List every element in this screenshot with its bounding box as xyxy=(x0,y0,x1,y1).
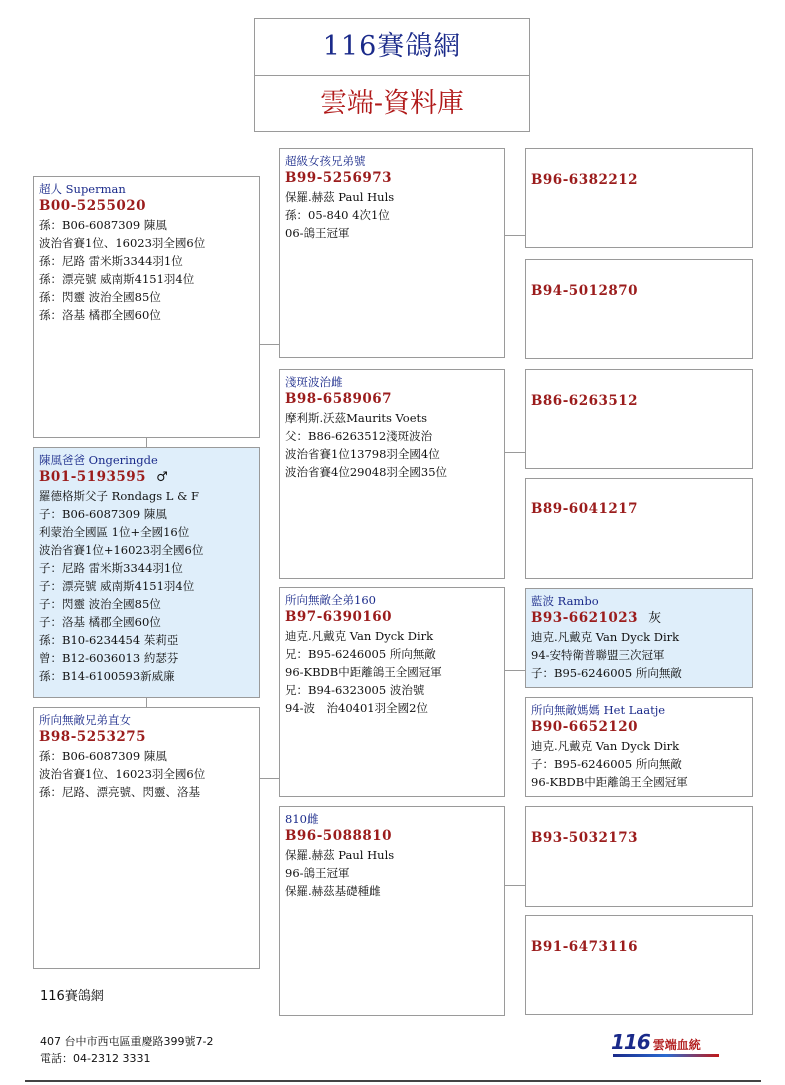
pedigree-line: 孫：尼路、漂亮號、閃靈、洛基 xyxy=(39,785,200,799)
ring-number: B00-5255020 xyxy=(39,198,147,214)
great-grandparent-card-7 xyxy=(525,806,753,907)
pedigree-line: 孫：05-840 4次1位 xyxy=(285,208,390,222)
page-divider xyxy=(25,1080,761,1082)
cloud-pedigree-logo xyxy=(611,1030,721,1056)
male-icon: ♂ xyxy=(156,470,169,485)
pedigree-line: 保羅.赫茲 Paul Huls xyxy=(285,848,395,862)
sire-card xyxy=(33,176,260,438)
ring-number: B97-6390160 xyxy=(285,609,393,625)
pedigree-line: 波治省賽4位29048羽全國35位 xyxy=(285,465,448,479)
ring-number: B01-5193595 xyxy=(39,469,147,485)
ring-number: B98-5253275 xyxy=(39,729,147,745)
great-grandparent-card-8 xyxy=(525,915,753,1015)
pedigree-line: 利蒙治全國區 1位+全國16位 xyxy=(39,525,190,539)
footer-brand: 116賽鴿網 xyxy=(40,989,104,1004)
pedigree-line: 94-安特衛普聯盟三次冠軍 xyxy=(531,648,665,662)
pedigree-line: 子：B95-6246005 所向無敵 xyxy=(531,666,682,680)
logo-underline xyxy=(613,1054,719,1057)
ring-number: B98-6589067 xyxy=(285,391,393,407)
site-title: 116賽鴿網 xyxy=(255,19,529,76)
ring-number: B96-5088810 xyxy=(285,828,393,844)
pigeon-name: 淺斑波治雌 xyxy=(285,375,343,389)
pigeon-name: 陳風爸爸 Ongeringde xyxy=(39,453,158,467)
footer-contact xyxy=(40,1033,213,1067)
pigeon-name: 所向無敵兄弟直女 xyxy=(39,713,131,727)
pedigree-line: 孫：閃靈 波治全國85位 xyxy=(39,290,161,304)
ring-number: B90-6652120 xyxy=(531,719,639,735)
pedigree-line: 兄：B94-6323005 波治號 xyxy=(285,683,425,697)
pedigree-line: 波治省賽1位13798羽全國4位 xyxy=(285,447,440,461)
ring-number: B93-5032173 xyxy=(531,830,639,846)
pedigree-line: 94-波 治40401羽全國2位 xyxy=(285,701,428,715)
pedigree-line: 波治省賽1位+16023羽全國6位 xyxy=(39,543,204,557)
pedigree-line: 迪克.凡戴克 Van Dyck Dirk xyxy=(285,629,434,643)
pedigree-line: 羅德格斯父子 Rondags L & F xyxy=(39,489,199,503)
logo-number: 116 xyxy=(611,1030,650,1054)
ring-number-row xyxy=(531,609,747,628)
pedigree-line: 兄：B95-6246005 所向無敵 xyxy=(285,647,436,661)
pedigree-line: 孫：B14-6100593新威廉 xyxy=(39,669,175,683)
pigeon-name: 所向無敵全弟160 xyxy=(285,593,376,607)
color-label: 灰 xyxy=(648,611,662,626)
pigeon-name: 超人 Superman xyxy=(39,182,126,196)
pigeon-name: 810雌 xyxy=(285,812,319,826)
pedigree-line: 波治省賽1位、16023羽全國6位 xyxy=(39,767,206,781)
database-subtitle: 雲端-資料庫 xyxy=(319,88,465,119)
logo-text: 雲端血統 xyxy=(652,1038,701,1052)
pigeon-name: 所向無敵媽媽 Het Laatje xyxy=(531,703,666,717)
dam-card xyxy=(33,707,260,969)
pedigree-line: 迪克.凡戴克 Van Dyck Dirk xyxy=(531,739,680,753)
pedigree-line: 子：B06-6087309 陳風 xyxy=(39,507,167,521)
ring-number: B93-6621023 xyxy=(531,610,639,626)
pedigree-line: 孫：洛基 橘郡全國60位 xyxy=(39,308,161,322)
great-grandparent-card-4 xyxy=(525,478,753,579)
pedigree-line: 子：B95-6246005 所向無敵 xyxy=(531,757,682,771)
pedigree-line: 孫：尼路 雷米斯3344羽1位 xyxy=(39,254,183,268)
ring-number: B94-5012870 xyxy=(531,283,639,299)
pedigree-line: 父：B86-6263512淺斑波治 xyxy=(285,429,433,443)
great-grandparent-card-5 xyxy=(525,588,753,688)
pedigree-line: 孫：B06-6087309 陳風 xyxy=(39,749,167,763)
pedigree-line: 子：漂亮號 威南斯4151羽4位 xyxy=(39,579,195,593)
ring-number: B89-6041217 xyxy=(531,501,639,517)
pedigree-line: 曾：B12-6036013 約瑟芬 xyxy=(39,651,179,665)
connector-line xyxy=(504,670,525,671)
ring-number: B99-5256973 xyxy=(285,170,393,186)
pedigree-line: 子：尼路 雷米斯3344羽1位 xyxy=(39,561,183,575)
ring-number: B86-6263512 xyxy=(531,393,639,409)
ring-number-row xyxy=(39,468,254,487)
title-block xyxy=(254,18,530,132)
great-grandparent-card-3 xyxy=(525,369,753,469)
subject-card xyxy=(33,447,260,698)
footer-phone: 電話：04-2312 3331 xyxy=(40,1052,151,1065)
connector-line xyxy=(504,885,525,886)
footer-address: 407 台中市西屯區重慶路399號7-2 xyxy=(40,1035,214,1048)
pedigree-line: 孫：B10-6234454 茱莉亞 xyxy=(39,633,179,647)
pedigree-line: 06-鴿王冠軍 xyxy=(285,226,350,240)
pedigree-line: 波治省賽1位、16023羽全國6位 xyxy=(39,236,206,250)
ring-number: B96-6382212 xyxy=(531,172,639,188)
pigeon-name: 藍波 Rambo xyxy=(531,594,599,608)
great-grandparent-card-1 xyxy=(525,148,753,248)
connector-line xyxy=(146,697,147,707)
connector-line xyxy=(259,344,279,345)
pedigree-line: 摩利斯.沃茲Maurits Voets xyxy=(285,411,428,425)
pigeon-name: 超級女孩兄弟號 xyxy=(285,154,366,168)
sire-sire-card xyxy=(279,148,505,358)
connector-line xyxy=(146,437,147,447)
pedigree-line: 保羅.赫茲基礎種雌 xyxy=(285,884,381,898)
pedigree-line: 子：閃靈 波治全國85位 xyxy=(39,597,161,611)
dam-sire-card xyxy=(279,587,505,797)
pedigree-line: 子：洛基 橘郡全國60位 xyxy=(39,615,161,629)
sire-dam-card xyxy=(279,369,505,579)
connector-line xyxy=(259,778,279,779)
pedigree-line: 孫：B06-6087309 陳風 xyxy=(39,218,167,232)
pedigree-line: 96-KBDB中距離鴿王全國冠軍 xyxy=(285,665,442,679)
ring-number: B91-6473116 xyxy=(531,939,639,955)
connector-line xyxy=(504,452,525,453)
pedigree-line: 96-KBDB中距離鴿王全國冠軍 xyxy=(531,775,688,789)
great-grandparent-card-2 xyxy=(525,259,753,359)
pedigree-line: 孫：漂亮號 威南斯4151羽4位 xyxy=(39,272,195,286)
dam-dam-card xyxy=(279,806,505,1016)
pedigree-line: 保羅.赫茲 Paul Huls xyxy=(285,190,395,204)
connector-line xyxy=(504,235,525,236)
great-grandparent-card-6 xyxy=(525,697,753,797)
pedigree-line: 迪克.凡戴克 Van Dyck Dirk xyxy=(531,630,680,644)
pedigree-line: 96-鴿王冠軍 xyxy=(285,866,350,880)
